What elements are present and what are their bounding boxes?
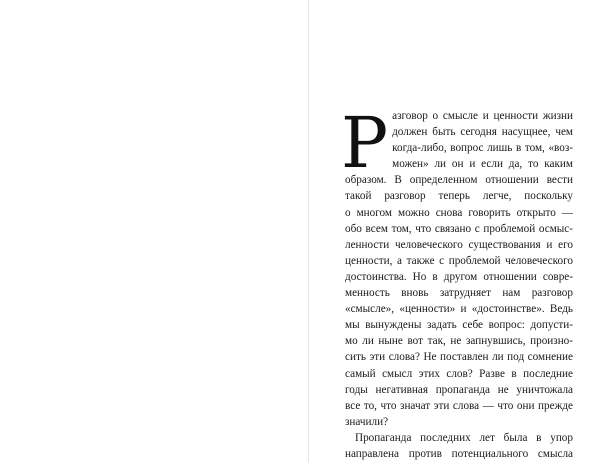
text-line: образом. В определенном отношении вести	[345, 174, 573, 187]
paragraph-1	[341, 102, 573, 430]
body-text	[341, 102, 573, 462]
text-line: направлена против потенциального смысла	[345, 447, 573, 460]
text-line: ленности человеческого существования и его	[345, 238, 573, 251]
text-line: значили?	[345, 415, 389, 428]
text-line: мо ли ныне вот так, не запнувшись, произно-	[345, 335, 573, 348]
text-line: менность вновь затрудняет нам разговор	[345, 287, 573, 300]
text-line: должен быть сегодня насущнее, чем	[392, 126, 573, 139]
text-line: ценности, а также с проблемой человеческого	[345, 254, 573, 267]
text-line: азговор о смысле и ценности жизни	[392, 110, 573, 122]
text-line: обо всем том, что связано с проблемой осмыс-	[345, 222, 573, 235]
text-line: «смысле», «ценности» и «достоинстве». Ведь	[345, 303, 573, 316]
text-line: Пропаганда последних лет была в упор	[355, 431, 573, 444]
paragraph-2	[345, 430, 573, 462]
text-line: такой разговор теперь легче, поскольку	[345, 190, 573, 203]
text-line: сить эти слова? Не поставлен ли под сомнение	[345, 351, 573, 364]
right-page	[309, 0, 616, 462]
drop-cap: Р	[341, 102, 389, 184]
text-line: можен» ли он и если да, то каким	[392, 158, 573, 171]
text-line: достоинства. Но в другом отношении совре-	[345, 270, 573, 283]
text-line: о многом можно снова говорить открыто —	[345, 206, 573, 219]
text-line: самый смысл этих слов? Разве в последние	[345, 367, 573, 380]
text-line: когда-либо, вопрос лишь в том, «воз-	[392, 142, 573, 155]
text-line: все то, что значат эти слова — что они прежде	[345, 399, 573, 412]
text-line: мы вынуждены задать себе вопрос: допусти-	[345, 319, 573, 332]
text-line: годы негативная пропаганда не уничтожала	[345, 383, 573, 396]
